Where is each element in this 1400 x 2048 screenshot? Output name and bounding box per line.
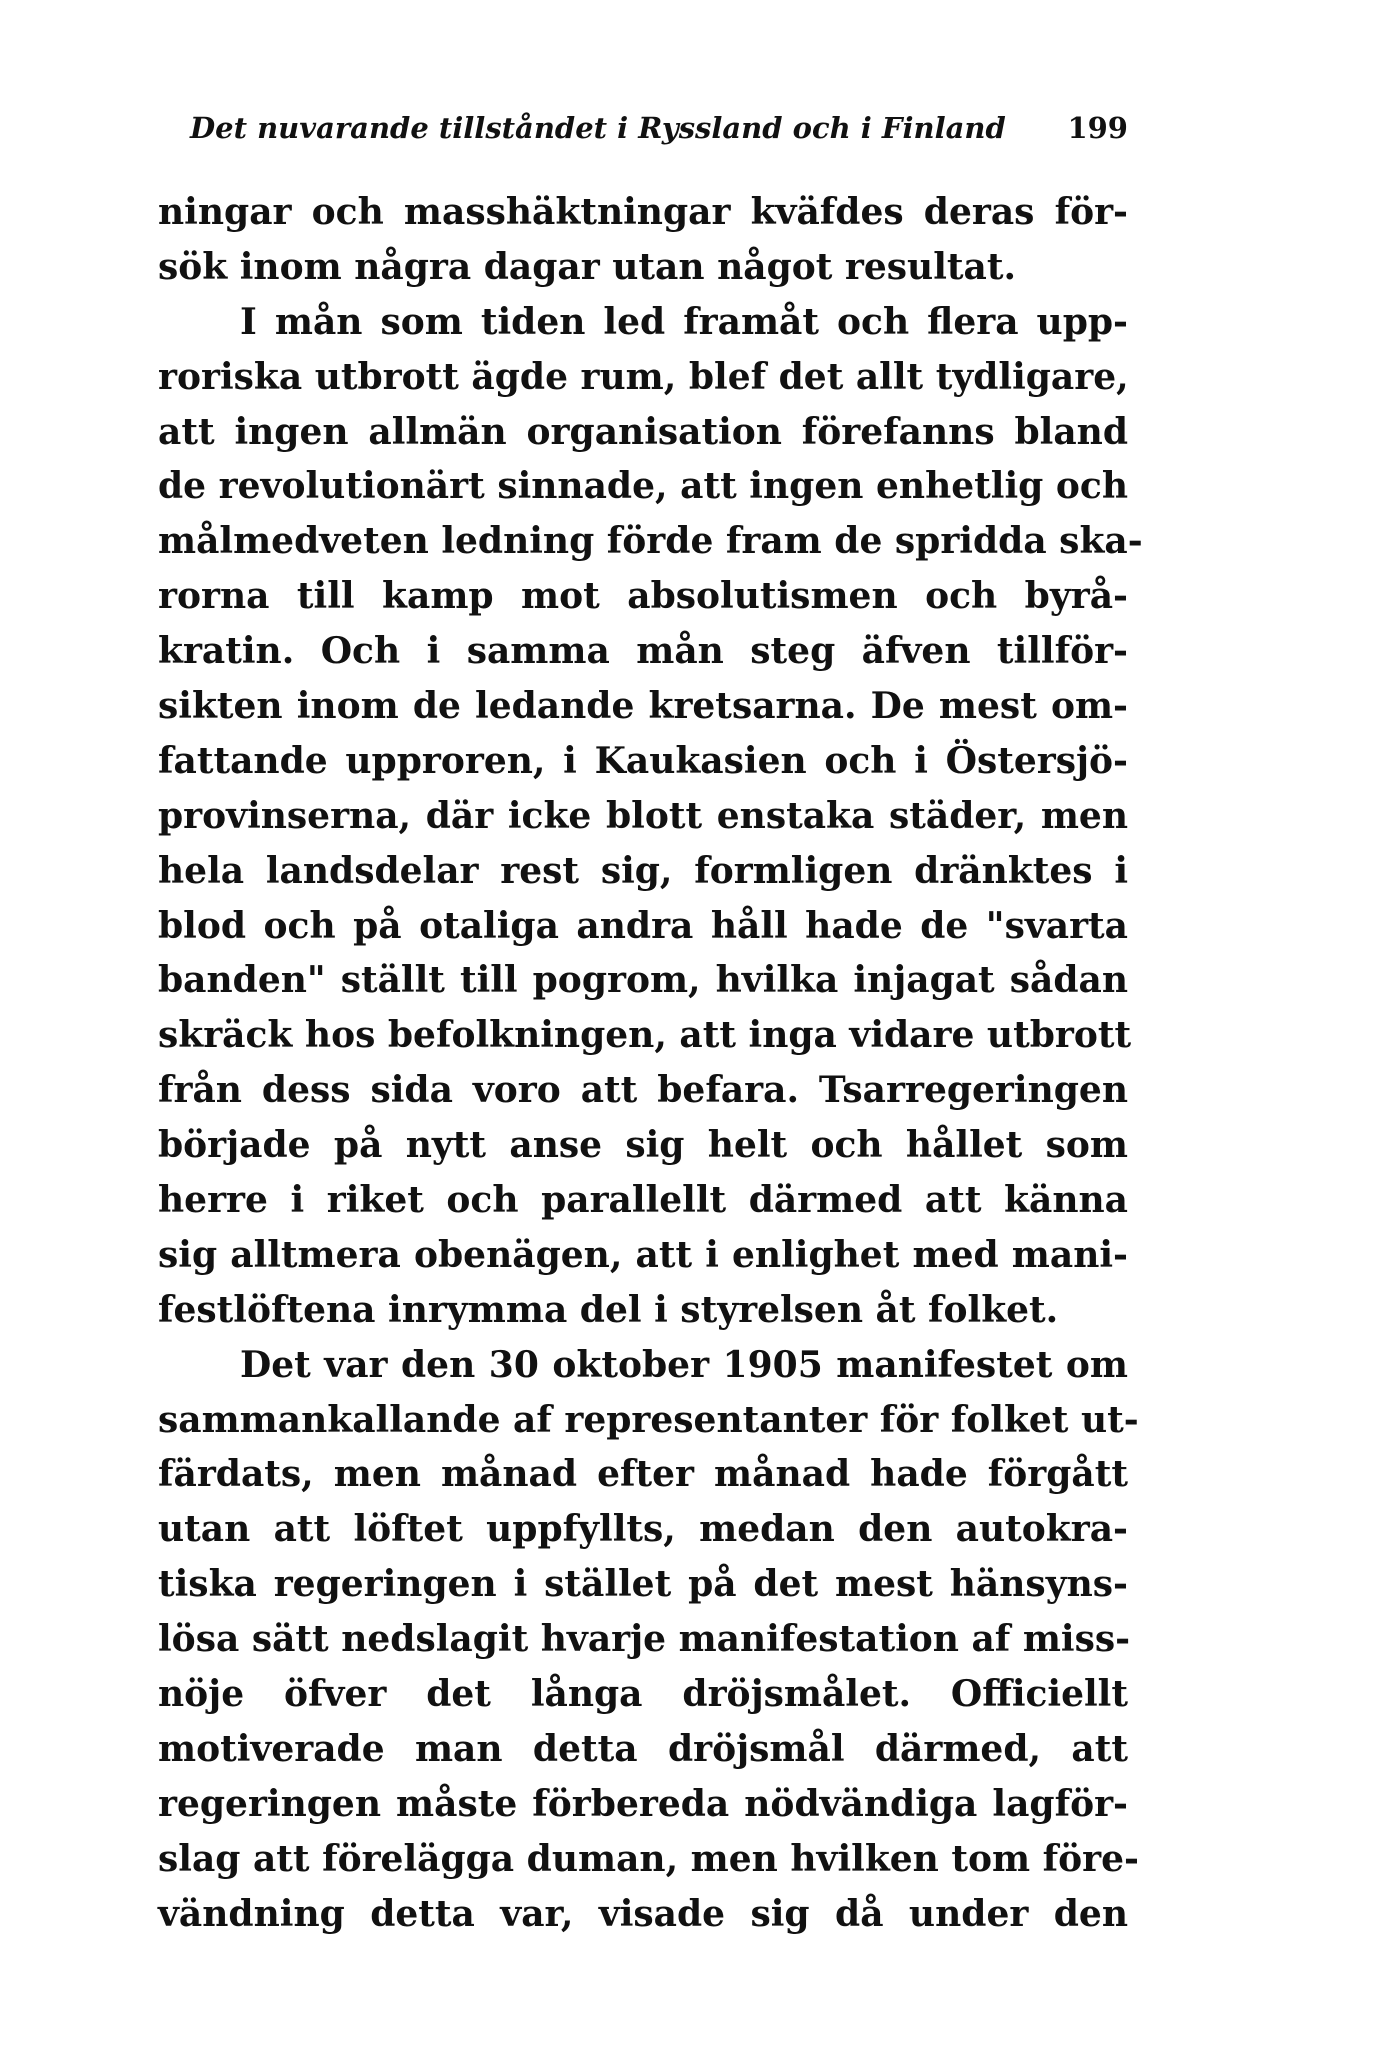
text-line: regeringen måste förbereda nödvändiga lagför- [158,1782,1128,1825]
text-line: de revolutionärt sinnade, att ingen enhetlig och [158,465,1128,508]
text-line: utan att löftet uppfyllts, medan den autokra- [158,1508,1128,1551]
text-line: tiska regeringen i stället på det mest hänsyns- [158,1563,1128,1606]
text-line: kratin. Och i samma mån steg äfven tillför- [158,630,1128,673]
text-line: banden" ställt till pogrom, hvilka injagat sådan [158,959,1128,1002]
text-line: skräck hos befolkningen, att inga vidare utbrott [158,1014,1132,1057]
text-line: slag att förelägga duman, men hvilken tom före- [158,1837,1139,1880]
text-line: sikten inom de ledande kretsarna. De mest om- [158,685,1128,728]
text-line: ningar och masshäktningar kväfdes deras för- [158,191,1128,233]
text-line: rorna till kamp mot absolutismen och byrå- [158,575,1128,618]
text-line: lösa sätt nedslagit hvarje manifestation af miss- [158,1618,1131,1661]
text-line: började på nytt anse sig helt och hållet som [158,1124,1128,1167]
running-header [190,106,1128,150]
text-line: sök inom några dagar utan något resultat. [158,245,1017,288]
text-line: fattande upproren, i Kaukasien och i Östersjö- [158,739,1128,782]
text-line: I mån som tiden led framåt och flera upp- [240,300,1128,343]
text-line: motiverade man detta dröjsmål därmed, att [158,1727,1128,1770]
text-line: sig alltmera obenägen, att i enlighet med mani- [158,1233,1128,1276]
running-title: Det nuvarande tillståndet i Ryssland och i Finland [190,111,1006,145]
text-line: festlöftena inrymma del i styrelsen åt folket. [158,1288,1059,1331]
text-line: målmedveten ledning förde fram de spridda ska- [158,520,1143,563]
text-line: roriska utbrott ägde rum, blef det allt tydligare, [158,355,1129,398]
text-line: vändning detta var, visade sig då under den [158,1892,1128,1935]
text-line: herre i riket och parallellt därmed att känna [158,1179,1128,1222]
text-line: från dess sida voro att befara. Tsarregeringen [158,1069,1128,1112]
text-line: nöje öfver det långa dröjsmålet. Officiellt [158,1673,1128,1716]
text-line: sammankallande af representanter för folket ut- [158,1398,1139,1441]
text-line: Det var den 30 oktober 1905 manifestet om [240,1343,1128,1386]
text-line: provinserna, där icke blott enstaka städer, men [158,794,1128,837]
body-text [158,185,1143,1942]
text-line: hela landsdelar rest sig, formligen dränktes i [158,849,1128,892]
page-number: 199 [1067,111,1128,145]
text-line: att ingen allmän organisation förefanns bland [158,410,1128,453]
text-line: färdats, men månad efter månad hade förgått [158,1453,1128,1496]
text-line: blod och på otaliga andra håll hade de "svarta [158,904,1128,947]
